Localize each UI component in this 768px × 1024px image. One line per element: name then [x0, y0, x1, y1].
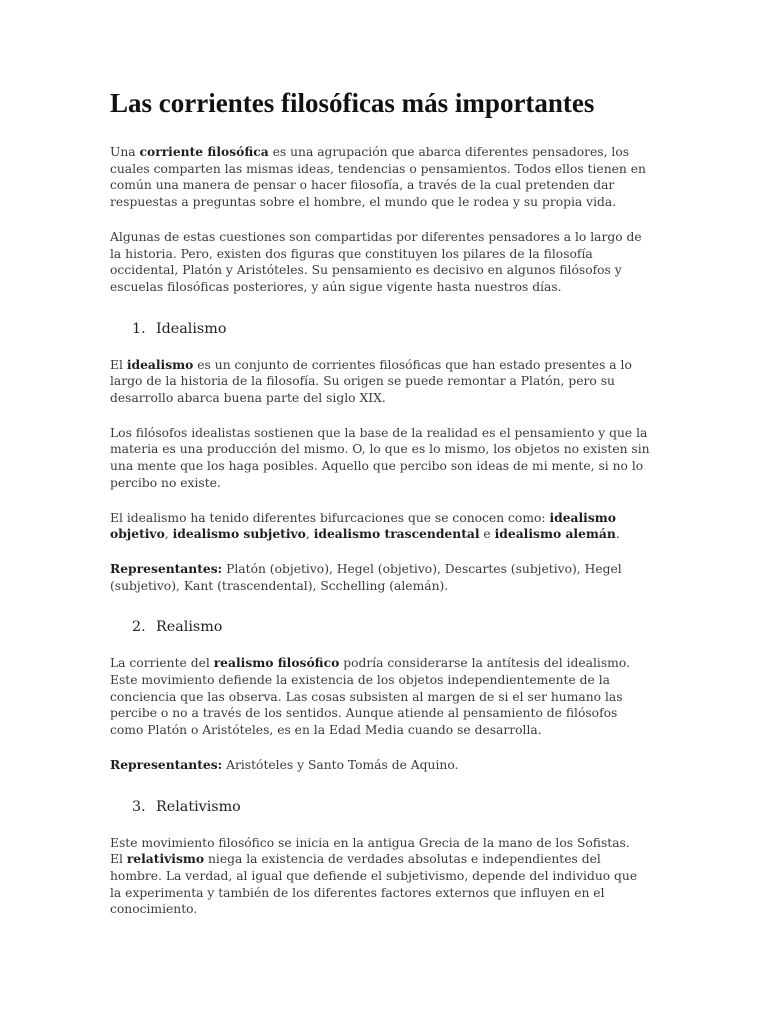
text: es una agrupación que abarca diferentes pensadores, los cuales comparten las mismas ideas, tendencias o pensamientos. Todos ellos tienen en común una manera de pensar o hacer filosofía, a través de la cual pretenden dar respuestas a preguntas sobre el hombre, el mundo que le rodea y su propia vida. — [110, 145, 646, 210]
text: El — [110, 852, 127, 867]
section-heading-text: Realismo — [156, 619, 223, 636]
bold-term: idealismo — [126, 356, 194, 372]
document-content — [110, 86, 650, 936]
text: es un conjunto de corrientes filosóficas que han estado presentes a lo largo de la historia de la filosofía. Su origen se puede remontar a Platón, pero su desarrollo abarca buena parte del siglo XIX. — [110, 357, 632, 406]
realismo-representantes — [110, 757, 650, 774]
idealismo-representantes — [110, 561, 650, 594]
idealismo-paragraph-1 — [110, 357, 650, 407]
bold-term: idealismo alemán — [494, 526, 616, 542]
representantes-label: Representantes: — [110, 756, 223, 772]
text: El idealismo ha tenido diferentes bifurcaciones que se conocen como: — [110, 510, 550, 525]
idealismo-paragraph-2: Los filósofos idealistas sostienen que la base de la realidad es el pensamiento y que la materia es una producción del mismo. O, lo que es lo mismo, los objetos no existen sin una mente que los haga posibles. Aquello que percibo son ideas de mi mente, si no lo percibo no existe. — [110, 425, 650, 490]
page-title: Las corrientes filosóficas más importantes — [110, 88, 595, 118]
bold-term: realismo filosófico — [213, 655, 340, 671]
text: Una — [110, 145, 140, 159]
bold-term: idealismo objetivo — [110, 509, 616, 542]
section-heading-text: Relativismo — [156, 798, 241, 815]
section-number: 3. — [132, 798, 146, 815]
section-heading-realismo — [132, 619, 650, 635]
text: . — [615, 527, 620, 542]
section-number: 1. — [132, 320, 146, 337]
text: , — [305, 527, 314, 542]
relativismo-paragraph-1 — [110, 835, 650, 919]
intro-paragraph-2: Algunas de estas cuestiones son compartidas por diferentes pensadores a lo largo de la historia. Pero, existen dos figuras que constituyen los pilares de la filosofía occidental, Platón y Aristóteles. Su pensamiento es decisivo en algunos filósofos y escuelas filosóficas posteriores, y aún sigue vigente hasta nuestros días. — [110, 229, 642, 294]
section-heading-idealismo — [132, 321, 650, 337]
text: Este movimiento filosófico se inicia en la antigua Grecia de la mano de los Sofistas. — [110, 835, 630, 850]
bold-term: idealismo trascendental — [313, 526, 480, 542]
realismo-paragraph-1 — [110, 655, 650, 739]
text: niega la existencia de verdades absolutas e independientes del hombre. La verdad, al igual que defiende el subjetivismo, depende del individuo que la experimenta y también de los diferentes factores externos que influyen en el conocimiento. — [110, 852, 638, 917]
bold-term: relativismo — [126, 851, 205, 867]
representantes-label: Representantes: — [110, 560, 223, 576]
bold-term: corriente filosófica — [139, 144, 269, 159]
section-heading-relativismo — [132, 799, 650, 815]
text: podría considerarse la antítesis del idealismo. Este movimiento defiende la existencia de los objetos independientemente de la conciencia que las observa. Las cosas subsisten al margen de si el ser humano las percibe o no a través de los sentidos. Aunque atiende al pensamiento de filósofos como Platón o Aristóteles, es en la Edad Media cuando se desarrolla. — [110, 656, 630, 738]
idealismo-paragraph-3 — [110, 510, 650, 543]
text: El — [110, 357, 127, 372]
text: Platón (objetivo), Hegel (objetivo), Descartes (subjetivo), Hegel (subjetivo), Kant (trascendental), Scchelling (alemán). — [110, 561, 622, 593]
text: e — [479, 527, 495, 542]
section-heading-text: Idealismo — [156, 320, 227, 337]
section-number: 2. — [132, 619, 146, 636]
bold-term: idealismo subjetivo — [172, 526, 306, 542]
text: Aristóteles y Santo Tomás de Aquino. — [222, 757, 459, 772]
text: La corriente del — [110, 656, 214, 671]
intro-paragraph-1 — [110, 144, 650, 211]
text: , — [164, 527, 173, 542]
